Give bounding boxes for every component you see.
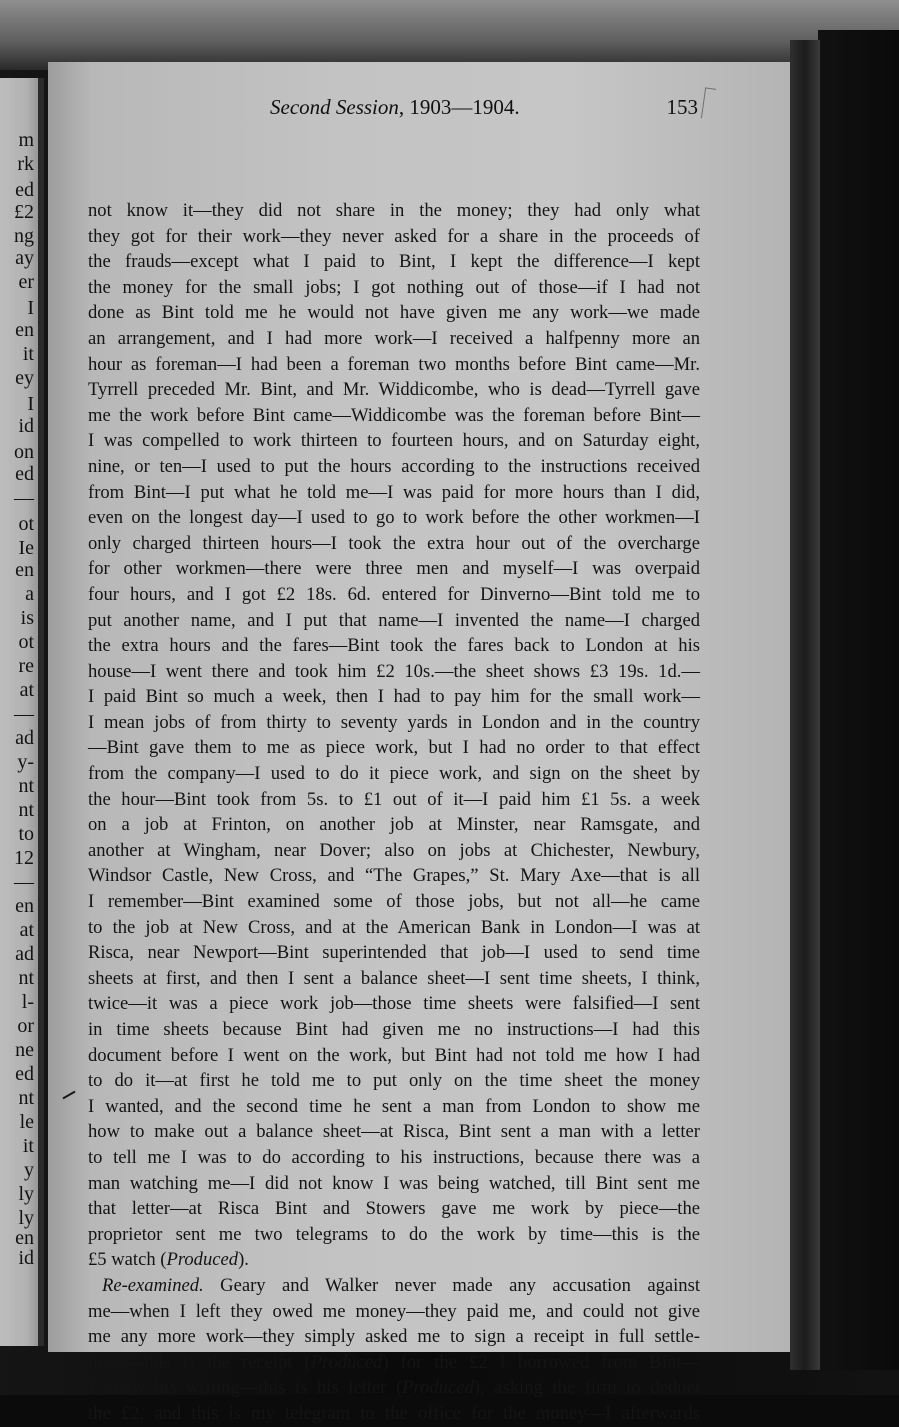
previous-page-fragment: Ie — [18, 537, 34, 559]
previous-page-fragment: at — [19, 919, 34, 941]
testimony-line: Risca, near Newport—Bint superintended that job—I used to send time — [88, 942, 700, 964]
previous-page-fragment: ad — [15, 943, 34, 965]
previous-page-fragment: ng — [14, 225, 34, 247]
body-text — [88, 198, 700, 1427]
testimony-line: the frauds—except what I paid to Bint, I kept the difference—I kept — [88, 251, 700, 273]
reexamined-line-5-a: I know his writing—this is his letter ( — [88, 1377, 403, 1399]
reexamined-line-4-a: ment—this is the receipt ( — [88, 1351, 311, 1373]
previous-page-fragment: nt — [18, 967, 34, 989]
running-head-session: Second Session — [270, 95, 399, 119]
testimony-line: to tell me I was to do according to his instructions, because there was a — [88, 1146, 700, 1168]
previous-page-fragment: er — [18, 271, 34, 293]
previous-page-fragment: m — [18, 129, 34, 151]
testimony-line: to the job at New Cross, and at the American Bank in London—I was at — [88, 916, 700, 938]
testimony-line: from Bint—I put what he told me—I was paid for more hours than I did, — [88, 481, 700, 503]
previous-page-fragment: rk — [17, 153, 34, 175]
testimony-line: —Bint gave them to me as piece work, but I had no order to that effect — [88, 737, 700, 759]
previous-page-fragment: nt — [18, 775, 34, 797]
page-number: 153 — [666, 95, 698, 119]
produced-italic: Produced — [166, 1249, 239, 1271]
testimony-line: I was compelled to work thirteen to fourteen hours, and on Saturday eight, — [88, 430, 700, 452]
produced-italic: Produced — [310, 1351, 383, 1373]
testimony-line: the extra hours and the fares—Bint took the fares back to London at his — [88, 635, 700, 657]
previous-page-fragment: en — [15, 895, 34, 917]
testimony-line: for other workmen—there were three men and myself—I was overpaid — [88, 558, 700, 580]
previous-page-fragment: ey — [15, 367, 34, 389]
previous-page-fragment: I — [27, 297, 34, 319]
reexamined-line-2: me—when I left they owed me money—they paid me, and could not give — [88, 1300, 700, 1322]
produced-italic: Produced — [402, 1377, 474, 1399]
testimony-line: Windsor Castle, New Cross, and “The Grapes,” St. Mary Axe—that is all — [88, 865, 700, 887]
previous-page-fragment: on — [14, 441, 34, 463]
testimony-line: only charged thirteen hours—I took the extra hour out of the overcharge — [88, 532, 700, 554]
running-head — [270, 95, 520, 120]
reexamined-line-5-b: ), asking the firm to deduct — [473, 1377, 700, 1399]
testimony-line: on a job at Frinton, on another job at Minster, near Ramsgate, and — [88, 814, 700, 836]
scan-top-band — [0, 0, 899, 70]
testimony-line: me the work before Bint came—Widdicombe was the foreman before Bint— — [88, 404, 700, 426]
scan-right-rim — [818, 30, 899, 1370]
testimony-line: hour as foreman—I had been a foreman two months before Bint came—Mr. — [88, 353, 700, 375]
testimony-line: I remember—Bint examined some of those jobs, but not all—he came — [88, 891, 700, 913]
testimony-line: from the company—I used to do it piece work, and sign on the sheet by — [88, 763, 700, 785]
previous-page-fragment: ad — [15, 727, 34, 749]
previous-page-fragment: ly — [18, 1183, 34, 1205]
previous-page-fragment: is — [20, 607, 34, 629]
testimony-line: twice—it was a piece work job—those time sheets were falsified—I sent — [88, 993, 700, 1015]
reexamined-line-5 — [88, 1375, 700, 1401]
testimony-line: the hour—Bint took from 5s. to £1 out of it—I paid him £1 5s. a week — [88, 788, 700, 810]
testimony-line: four hours, and I got £2 18s. 6d. entered for Dinverno—Bint told me to — [88, 583, 700, 605]
previous-page-fragment: 12 — [14, 847, 34, 869]
testimony-line: man watching me—I did not know I was being watched, till Bint sent me — [88, 1172, 700, 1194]
testimony-line: proprietor sent me two telegrams to do the work by time—this is the — [88, 1223, 700, 1245]
testimony-line: I wanted, and the second time he sent a man from London to show me — [88, 1095, 700, 1117]
reexamined-line-1-text: Geary and Walker never made any accusation against — [203, 1274, 700, 1296]
previous-page-fragment: or — [17, 1015, 34, 1037]
paragraph-testimony-last-line — [88, 1247, 700, 1273]
previous-page-fragment: I — [27, 393, 34, 415]
reexamined-line-1 — [88, 1273, 700, 1299]
testimony-line: house—I went there and took him £2 10s.—the sheet shows £3 19s. 1d.— — [88, 660, 700, 682]
previous-page-fragment: — — [14, 703, 34, 725]
testimony-line: an arrangement, and I had more work—I received a halfpenny more an — [88, 327, 700, 349]
reexamined-line-6: the £2, and this is my telegram to the office for the money—I afterwards — [88, 1402, 700, 1424]
previous-page-fragment: y — [24, 1159, 34, 1181]
testimony-line: in time sheets because Bint had given me no instructions—I had this — [88, 1019, 700, 1040]
testimony-line: not know it—they did not share in the money; they had only what — [88, 200, 700, 221]
previous-page-fragment: — — [14, 871, 34, 893]
previous-page-fragment: ot — [18, 513, 34, 535]
last-line-end: ). — [238, 1249, 249, 1271]
previous-page-fragment: to — [18, 823, 34, 845]
previous-page-fragment: id — [18, 415, 34, 437]
testimony-line: another at Wingham, near Dover; also on jobs at Chichester, Newbury, — [88, 839, 700, 861]
testimony-line: even on the longest day—I used to go to work before the other workmen—I — [88, 507, 700, 529]
previous-page-fragment: it — [22, 1135, 34, 1157]
testimony-line: document before I went on the work, but Bint had not told me how I had — [88, 1044, 700, 1066]
reexamined-line-4 — [88, 1350, 700, 1376]
previous-page-fragment: l- — [21, 991, 34, 1013]
previous-page-fragment: en — [15, 559, 34, 581]
previous-page-sliver — [0, 78, 44, 1346]
previous-page-fragment: — — [14, 487, 34, 509]
testimony-line: done as Bint told me he would not have given me any work—we made — [88, 302, 700, 324]
previous-page-fragment: ay — [15, 247, 34, 269]
previous-page-fragment: ot — [18, 631, 34, 653]
testimony-line: put another name, and I put that name—I invented the name—I charged — [88, 609, 700, 631]
previous-page-fragment: y- — [17, 751, 34, 773]
last-line-text: £5 watch ( — [88, 1249, 167, 1271]
testimony-line: that letter—at Risca Bint and Stowers gave me work by piece—the — [88, 1198, 700, 1220]
previous-page-fragment: nt — [18, 799, 34, 821]
previous-page-fragment: en — [15, 1227, 34, 1249]
previous-page-fragment: ed — [15, 179, 34, 201]
running-head-years: , 1903—1904. — [398, 95, 520, 119]
page-stack-edge — [790, 40, 820, 1370]
previous-page-fragment: ed — [15, 463, 34, 485]
reexamined-line-4-b: ) for the £2 I borrowed from Bint— — [382, 1351, 700, 1373]
testimony-line: I paid Bint so much a week, then I had to pay him for the small work— — [88, 686, 700, 708]
previous-page-fragment: ne — [15, 1039, 34, 1061]
testimony-line: the money for the small jobs; I got nothing out of those—if I had not — [88, 276, 700, 298]
page-header — [218, 95, 698, 125]
previous-page-fragment: £2 — [14, 201, 34, 223]
previous-page-fragment: nt — [18, 1087, 34, 1109]
reexamined-label: Re-examined. — [102, 1274, 204, 1296]
paragraph-testimony — [88, 198, 700, 1247]
testimony-line: sheets at first, and then I sent a balance sheet—I sent time sheets, I think, — [88, 967, 700, 989]
previous-page-fragment: id — [18, 1247, 34, 1269]
previous-page-fragment: ed — [15, 1063, 34, 1085]
previous-page-fragment: le — [19, 1111, 34, 1133]
testimony-line: Tyrrell preceded Mr. Bint, and Mr. Widdicombe, who is dead—Tyrrell gave — [88, 379, 700, 401]
previous-page-fragment: en — [15, 319, 34, 341]
reexamined-line-3: me any more work—they simply asked me to sign a receipt in full settle- — [88, 1326, 700, 1348]
previous-page-fragment: re — [18, 655, 34, 677]
book-gutter — [38, 78, 44, 1346]
previous-page-fragment: a — [25, 583, 34, 605]
testimony-line: to do it—at first he told me to put only on the time sheet the money — [88, 1070, 700, 1092]
previous-page-fragment: at — [19, 679, 34, 701]
testimony-line: nine, or ten—I used to put the hours according to the instructions received — [88, 455, 700, 477]
testimony-line: how to make out a balance sheet—at Risca, Bint sent a man with a letter — [88, 1121, 700, 1143]
testimony-line: they got for their work—they never asked for a share in the proceeds of — [88, 225, 700, 247]
previous-page-fragment: ly — [18, 1207, 34, 1229]
testimony-line: I mean jobs of from thirty to seventy yards in London and in the country — [88, 711, 700, 733]
previous-page-fragment: it — [22, 343, 34, 365]
